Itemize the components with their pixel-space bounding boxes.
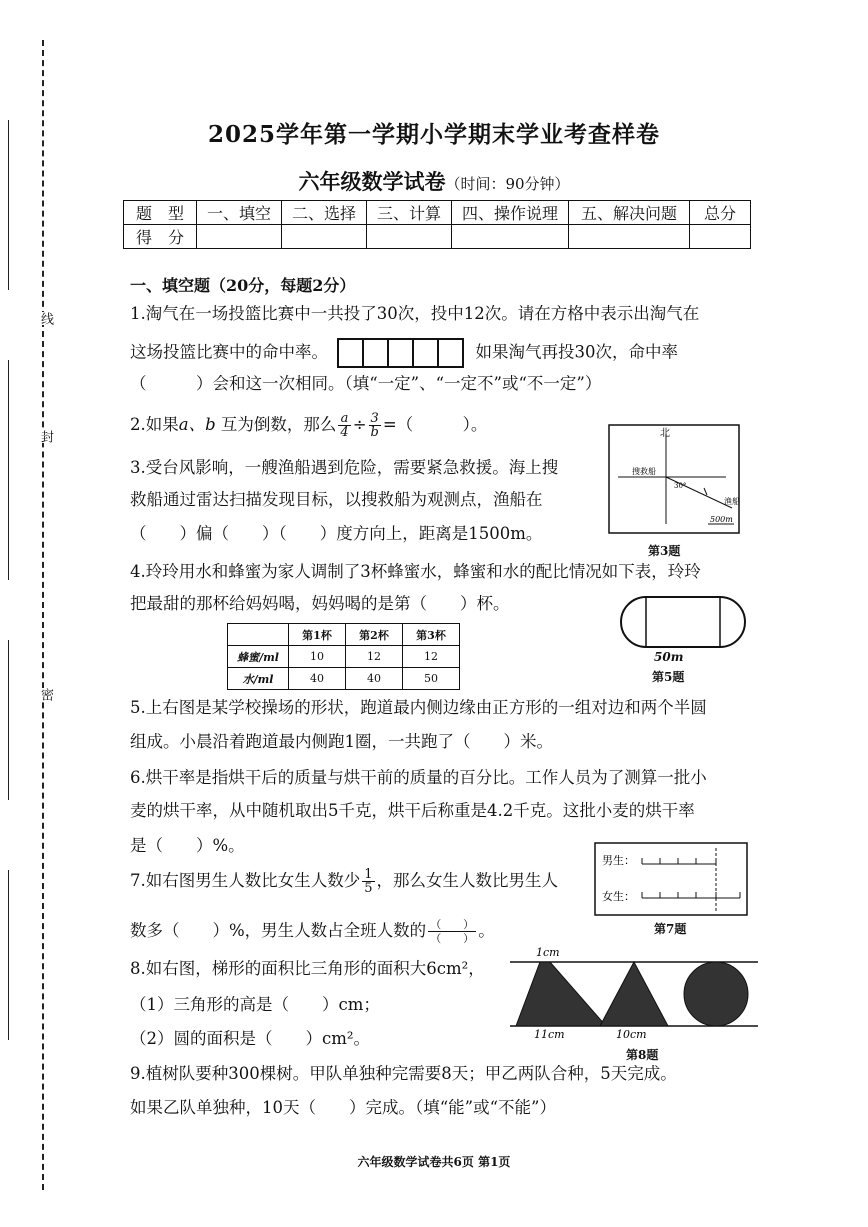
side-label-secret: 密 <box>38 688 53 701</box>
frac-num: 3 <box>369 412 381 426</box>
frac-den: 4 <box>340 425 349 440</box>
score-cell: 四、操作说理 <box>452 201 569 225</box>
q7-line1b: ，那么女生人数比男生人 <box>376 871 559 890</box>
grid-cell <box>362 338 389 368</box>
time-note: （时间：90分钟） <box>445 175 570 193</box>
score-blank <box>367 225 452 249</box>
q1-line3: （ ）会和这一次相同。（填“一定”、“一定不”或“不一定”） <box>130 374 602 393</box>
honey-cell: 40 <box>346 668 403 690</box>
grid-cell <box>412 338 439 368</box>
q3-tick <box>704 488 707 495</box>
q7-girls-label: 女生： <box>602 890 635 903</box>
q7-line2 <box>130 918 495 945</box>
q7-line1a: 7.如右图男生人数比女生人数少 <box>130 871 361 890</box>
side-rule-3 <box>8 640 9 800</box>
q2-div: ÷ <box>352 415 367 434</box>
q5-line2: 组成。小晨沿着跑道最内侧跑1圈，一共跑了（ ）米。 <box>130 732 553 751</box>
frac-den: 5 <box>364 881 373 896</box>
q8-base1-label: 11cm <box>534 1028 565 1041</box>
q1-line2a: 这场投篮比赛中的命中率。 <box>130 342 328 362</box>
score-cell: 二、选择 <box>282 201 367 225</box>
q3-caption: 第3题 <box>648 544 681 558</box>
exam-title: 2025学年第一学期小学期末学业考查样卷 <box>207 121 660 148</box>
score-cell: 总分 <box>690 201 751 225</box>
frac-den: b <box>370 425 379 440</box>
q9-line2: 如果乙队单独种，10天（ ）完成。（填“能”或“不能”） <box>130 1098 556 1117</box>
score-row-label: 得 分 <box>124 225 197 249</box>
q7-boys-label: 男生： <box>602 854 635 867</box>
q6-line1: 6.烘干率是指烘干后的质量与烘干前的质量的百分比。工作人员为了测算一批小 <box>130 768 707 787</box>
q7-girls-ticks <box>642 892 740 898</box>
section-title: 一、填空题（20分，每题2分） <box>130 276 356 295</box>
q7-line2a: 数多（ ）%，男生人数占全班人数的 <box>130 921 427 940</box>
q7-boys-ticks <box>642 858 716 864</box>
q3-ship-label: 搜救船 <box>632 467 656 476</box>
side-label-seal: 封 <box>38 430 53 443</box>
score-blank <box>452 225 569 249</box>
q5-figure <box>616 594 752 650</box>
q3-line2: 救船通过雷达扫描发现目标，以搜救船为观测点，渔船在 <box>130 490 543 509</box>
frac-num: 1 <box>364 867 373 882</box>
q8-base2-label: 10cm <box>616 1028 647 1041</box>
score-blank <box>569 225 690 249</box>
honey-cell: 水/ml <box>228 668 289 690</box>
score-blank <box>197 225 282 249</box>
q6-line3: 是（ ）%。 <box>130 836 245 855</box>
honey-header-row <box>228 624 460 646</box>
honey-cell: 50 <box>403 668 460 690</box>
score-table <box>123 200 751 249</box>
frac-num: （ ） <box>430 918 475 931</box>
q2-line <box>130 412 487 439</box>
q7-frac2 <box>428 918 476 945</box>
q1-line2 <box>130 338 678 368</box>
honey-row <box>228 668 460 690</box>
grid-cell <box>437 338 464 368</box>
score-table-score-row <box>124 225 751 249</box>
q8-trapezoid <box>516 962 606 1026</box>
q3-angle-label: 30° <box>674 482 687 490</box>
q4-line1: 4.玲玲用水和蜂蜜为家人调制了3杯蜂蜜水，蜂蜜和水的配比情况如下表，玲玲 <box>130 562 701 581</box>
q3-boat-label: 渔船 <box>724 497 740 506</box>
score-blank <box>690 225 751 249</box>
q1-line2b: 如果淘气再投30次，命中率 <box>475 342 678 362</box>
subtitle-main: 六年级数学试卷 <box>298 169 446 194</box>
q7-line2b: 。 <box>478 921 495 940</box>
q2-frac1 <box>338 412 350 439</box>
q7-frac <box>362 868 374 895</box>
honey-cell: 40 <box>289 668 346 690</box>
q2-vars: a、b <box>178 415 216 434</box>
score-cell: 三、计算 <box>367 201 452 225</box>
q3-north-label: 北 <box>660 428 670 439</box>
q2-frac2 <box>369 412 381 439</box>
honey-cell: 第3杯 <box>403 624 460 646</box>
honey-cell: 10 <box>289 646 346 668</box>
q8-caption: 第8题 <box>626 1048 659 1062</box>
honey-cell <box>228 624 289 646</box>
page-footer: 六年级数学试卷共6页 第1页 <box>357 1155 511 1169</box>
score-table-header-row <box>124 201 751 225</box>
honey-cell: 第1杯 <box>289 624 346 646</box>
q8-line1: 8.如右图，梯形的面积比三角形的面积大6cm²， <box>130 959 485 978</box>
honey-table <box>227 623 460 690</box>
q5-caption: 第5题 <box>652 670 685 684</box>
side-label-line: 线 <box>38 312 53 325</box>
side-rule-2 <box>8 360 9 580</box>
q5-line1: 5.上右图是某学校操场的形状，跑道最内侧边缘由正方形的一组对边和两个半圆 <box>130 698 707 717</box>
grid-cell <box>337 338 364 368</box>
q7-figure <box>594 842 750 916</box>
q2-mid: 互为倒数，那么 <box>220 415 337 434</box>
q6-line2: 麦的烘干率，从中随机取出5千克，烘干后称重是4.2千克。这批小麦的烘干率 <box>130 801 695 820</box>
q3-line1: 3.受台风影响，一艘渔船遇到危险，需要紧急救援。海上搜 <box>130 458 559 477</box>
q8-triangle <box>600 962 668 1026</box>
frac-den: （ ） <box>430 932 475 945</box>
honey-cell: 第2杯 <box>346 624 403 646</box>
score-blank <box>282 225 367 249</box>
q5-track <box>621 597 745 647</box>
honey-cell: 12 <box>403 646 460 668</box>
q8-circle <box>684 962 748 1026</box>
grid-cell <box>387 338 414 368</box>
score-cell: 题 型 <box>124 201 197 225</box>
q8-line2: （1）三角形的高是（ ）cm； <box>130 995 380 1014</box>
side-rule-4 <box>8 870 9 1040</box>
binding-dashed-line <box>42 40 44 1190</box>
q1-line1: 1.淘气在一场投篮比赛中一共投了30次，投中12次。请在方格中表示出淘气在 <box>130 304 700 323</box>
honey-cell: 12 <box>346 646 403 668</box>
q3-line3: （ ）偏（ ）（ ）度方向上，距离是1500m。 <box>130 524 543 543</box>
honey-cell: 蜂蜜/ml <box>228 646 289 668</box>
q2-suffix: =（ ）。 <box>382 415 488 434</box>
score-cell: 五、解决问题 <box>569 201 690 225</box>
honey-row <box>228 646 460 668</box>
q8-top-label: 1cm <box>536 946 560 959</box>
q3-scale-label: 500m <box>710 515 733 524</box>
q3-figure <box>608 424 742 536</box>
score-cell: 一、填空 <box>197 201 282 225</box>
q7-line1 <box>130 868 558 895</box>
q8-figure <box>506 942 760 1042</box>
frac-num: a <box>338 412 350 426</box>
q1-grid <box>337 338 462 368</box>
exam-subtitle <box>0 166 868 196</box>
q2-prefix: 2.如果 <box>130 415 179 434</box>
q4-line2: 把最甜的那杯给妈妈喝，妈妈喝的是第（ ）杯。 <box>130 594 510 613</box>
q7-caption: 第7题 <box>654 922 687 936</box>
q5-length-label: 50m <box>654 650 684 664</box>
q8-line3: （2）圆的面积是（ ）cm²。 <box>130 1029 370 1048</box>
q9-line1: 9.植树队要种300棵树。甲队单独种完需要8天；甲乙两队合种，5天完成。 <box>130 1064 677 1083</box>
